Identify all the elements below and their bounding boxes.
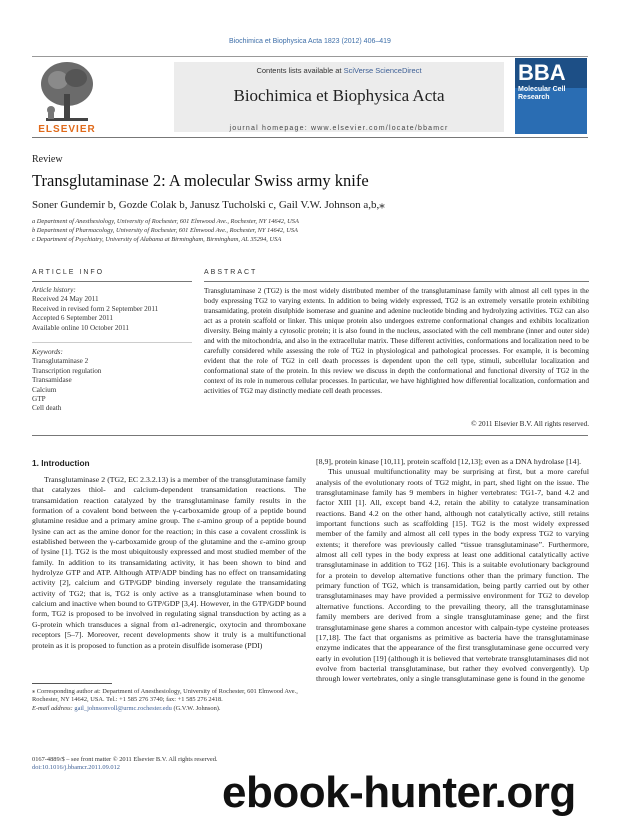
cover-subtitle: Molecular Cell Research xyxy=(518,86,566,101)
article-type: Review xyxy=(32,154,63,165)
header-divider xyxy=(32,137,588,138)
issn-line: 0167-4889/$ – see front matter © 2011 Elsevier B.V. All rights reserved. xyxy=(32,756,218,763)
history-label: Article history: xyxy=(32,286,76,294)
keyword: Transglutaminase 2 xyxy=(32,357,89,366)
history-online: Available online 10 October 2011 xyxy=(32,323,130,332)
article-info xyxy=(32,286,192,414)
abstract-copyright: © 2011 Elsevier B.V. All rights reserved. xyxy=(471,420,589,428)
affiliation-c: c Department of Psychiatry, University of Alabama at Birmingham, Birmingham, AL 35294, USA xyxy=(32,236,282,243)
history-revised: Received in revised form 2 September 2011 xyxy=(32,304,159,313)
sciencedirect-link[interactable]: SciVerse ScienceDirect xyxy=(343,66,422,75)
abstract-heading: ABSTRACT xyxy=(204,269,258,276)
body-paragraph: Transglutaminase 2 (TG2, EC 2.3.2.13) is a member of the transglutaminase family that catalyzes thiol- and calcium-dependent transamidation reactions. The transamidation reaction catalyzed by the transglutaminase family results in the formation of a covalent bond between the γ-carboxamide group of a peptide bound glutamine residue and a primary amine group. The ε-amino group of a peptide bound lysine can act as the amine donor for the reaction; in this case a covalent crosslink is established between the γ-carboxamide group of the glutamine and the ε-amino group of lysine [1]. TG2 is the most ubiquitously expressed and most studied member of the family. In addition to its transamidating activity, it has been shown to bind and hydrolyze GTP and ATP. Although ATP/ADP binding has no effect on transamidating activity [2], calcium and GTP/GDP binding inversely regulate the transamidating activity of TG2; that is, TG2 is only active as a transglutaminase when bound to calcium and inactive when bound to GTP/GDP [3,4]. However, in the GTP/GDP bound form, TG2 is proposed to be involved in regulating signal transduction by acting as a G-protein which transduces a signal from α1-adrenergic, oxytocin and thromboxane receptors [5–7]. Moreover, recent developments show it truly is a multifunctional protein as it is proposed to function as a protein disulfide isomerase (PDI) xyxy=(32,475,306,650)
journal-citation[interactable]: Biochimica et Biophysica Acta 1823 (2012) 406–419 xyxy=(229,38,391,45)
journal-homepage[interactable]: journal homepage: www.elsevier.com/locate/bbamcr xyxy=(229,125,449,132)
watermark-text: ebook-hunter.org xyxy=(222,768,576,817)
history-accepted: Accepted 6 September 2011 xyxy=(32,314,113,323)
info-divider xyxy=(32,333,192,343)
body-paragraph: [8,9], protein kinase [10,11], protein scaffold [12,13]; even as a DNA hydrolase [14]. xyxy=(316,457,582,466)
contents-line: Contents lists available at SciVerse ScienceDirect xyxy=(256,66,422,75)
abstract-bottom-rule xyxy=(32,435,588,436)
doi-link[interactable]: doi:10.1016/j.bbamcr.2011.09.012 xyxy=(32,764,120,772)
history-received: Received 24 May 2011 xyxy=(32,295,99,304)
elsevier-tree-logo xyxy=(36,58,98,132)
keyword: Transcription regulation xyxy=(32,366,102,375)
body-right-column xyxy=(316,457,589,685)
footnote-divider xyxy=(32,683,112,684)
keywords-label: Keywords: xyxy=(32,348,63,357)
journal-title: Biochimica et Biophysica Acta xyxy=(233,86,445,105)
keyword: Calcium xyxy=(32,385,57,394)
abstract-rule xyxy=(204,281,589,282)
corresponding-author-note xyxy=(32,688,306,713)
email-link[interactable]: gail_johnsonvoll@urmc.rochester.edu xyxy=(74,704,172,712)
article-info-rule xyxy=(32,281,192,282)
keyword: GTP xyxy=(32,395,46,404)
article-info-heading: ARTICLE INFO xyxy=(32,269,105,276)
body-left-column xyxy=(32,475,306,651)
email-line: E-mail address: gail_johnsonvoll@urmc.rochester.edu (G.V.W. Johnson). xyxy=(32,704,221,712)
cover-title: BBA xyxy=(518,60,566,85)
body-paragraph: This unusual multifunctionality may be surprising at first, but a more careful analysis of the evolutionary roots of TG2 might, in part, shed light on the issue. The transglutaminase family has 9 members in higher vertebrates: TG1-7, band 4.2 and factor XIII [1]. All, except band 4.2, retain the ability to catalyze transamination reactions. Band 4.2 on the other hand, although not catalytically active, still retains important functions such as scaffolding [15]. TG2 is the most widely expressed member of the family and almost all cell types in the body express TG2 to varying extents; it therefore was previously called “tissue transglutaminase”. Furthermore, almost all cell types in the body express at least one additional catalytically active transglutaminase in addition to TG2 [16]. This is a suitable evolutionary background for a protein to develop alternative functions other than the primary function. The primary function of TG2, which is transamidation, being partly carried out by other transglutaminases may have provided a permissive environment for TG2 to develop alternative functions. According to the prevailing theory, all the transglutaminase family members are derived from a single transglutaminase gene; and the first transglutaminase gene shares a common ancestor with calpain-type cysteine proteases [17,18]. The fact that organisms as primitive as bacteria have the transglutaminase enzyme indicates that the appearance of the first transglutaminase gene occurred very early in evolution [19] (although it is believed that vertebrate transglutaminases did not evolve from bacterial transglutaminase, but rather they evolved convergently). Up through lower vertebrates, only a single transglutaminase gene is found in the genome xyxy=(316,467,589,684)
corresponding-text: ⁎ Corresponding author at: Department of Anesthesiology, University of Rochester, 601 Elmwood Ave., Rochester, NY 14642, USA. Tel.: +1 585 276 3740; fax: +1 585 276 2418. xyxy=(32,688,298,704)
keyword: Cell death xyxy=(32,404,62,413)
affiliation-b: b Department of Pharmacology, University of Rochester, 601 Elmwood Ave., Rochester, NY 14642, USA xyxy=(32,227,298,234)
author-list: Soner Gundemir b, Gozde Colak b, Janusz Tucholski c, Gail V.W. Johnson a,b,⁎ xyxy=(32,199,385,211)
affiliation-a: a Department of Anesthesiology, University of Rochester, 601 Elmwood Ave., Rochester, NY 14642, USA xyxy=(32,218,299,225)
keyword: Transamidase xyxy=(32,376,72,385)
article-title: Transglutaminase 2: A molecular Swiss army knife xyxy=(32,171,369,190)
abstract-text: Transglutaminase 2 (TG2) is the most widely distributed member of the transglutaminase family with almost all cell types in the body expressing TG2 to varying extents. In addition to being widely expressed, TG2 is an extremely versatile protein exhibiting transamidating, protein disulphide isomerase and guanine and adenine nucleotide binding and hydrolyzing activities. TG2 can also act as a protein scaffold or linker. This unique protein also undergoes extreme conformational changes and exhibits localization diversity. Being mainly a cytosolic protein; it is also found in the nucleus, associated with the cell membrane (inner and outer side) and with the mitochondria, and also in the extracellular matrix. These different activities, conformations and localization need to be carefully considered while assessing the role of TG2 in physiological and pathological processes. For example, it is becoming evident that the role of TG2 in cell death processes is dependent upon the cell type, stimuli, subcellular localization and conformational state of the protein. In this review we discuss in depth the conformational and functional diversity of TG2 in the context of its role in numerous cellular processes. In particular, we have highlighted how differential localization, conformation and activities of TG2 may distinctly mediate cell death processes. xyxy=(204,287,589,395)
publisher-name: ELSEVIER xyxy=(38,124,96,135)
section-heading: 1. Introduction xyxy=(32,458,90,468)
